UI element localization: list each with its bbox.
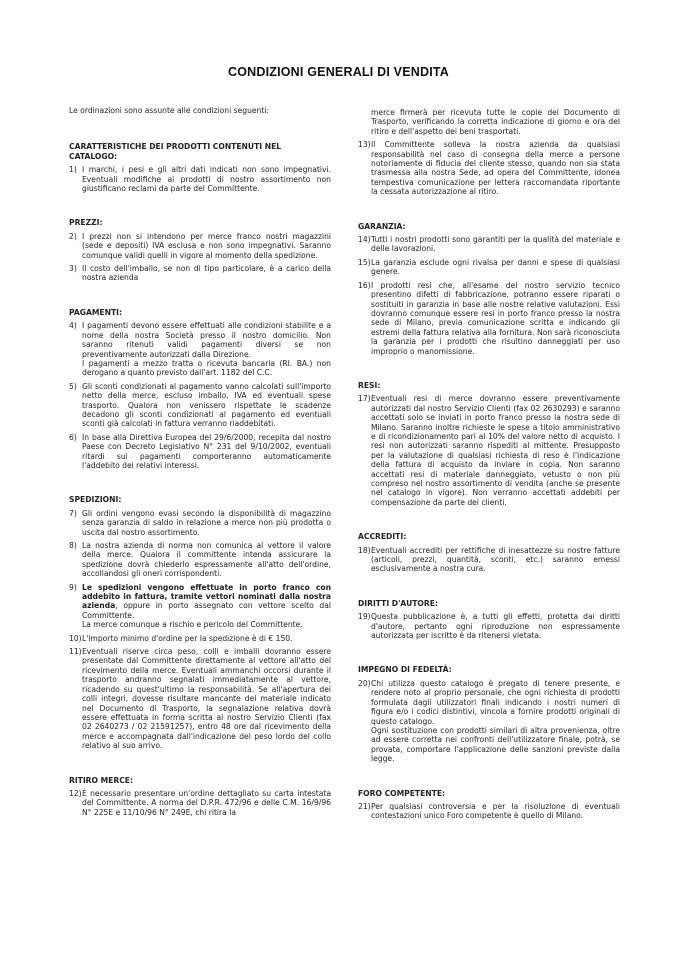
- section-title: RITIRO MERCE:: [69, 775, 134, 785]
- clause-text: Eventuali resi di merce dovranno essere preventivamente autorizzati dal nostro Servizio Clienti (fax 02 2630293) e saranno accettati solo se inviati in porto franco presso la nostra sede di Milano. Saranno inoltre richieste le spese a titolo amministrativo e di ricondizionamento pari al 10% del valore netto di acquisto. I resi non autorizzati saranno rispediti al mittente. Presupposto per la valutazione di qualsiasi richiesta di reso è l'indicazione della fattura di acquisto da inviare in copia. Non saranno accettati resi di materiale danneggiato, vetusto o non più compreso nel nostro assortimento di vendita (anche se presente nel catalogo in vigore). Non verranno accettati addebiti per compensazione da parte dei clienti.: [371, 394, 620, 507]
- section-diritti-autore: [358, 599, 620, 641]
- section-spedizioni: [69, 495, 331, 750]
- clause-text: Eventuali riserve circa peso, colli e imballi dovranno essere presentate dal Committente direttamente al vettore all'atto del ricevimento della merce. Eventuali ammanchi occorsi durante il trasporto andranno segnalati immediatamente al vettore, ricadendo su quest'ultimo la responsabilità. Se all'apertura dei colli integri, dovesse risultare mancante del materiale indicato nel Documento di Trasporto, la segnalazione relativa dovrà essere effettuata in forma scritta al nostro Servizio Clienti (fax 02 2640273 / 02 21591257), entro 48 ore dal ricevimento della merce e accompagnata dall'indicazione del peso lordo del collo relativo al suo arrivo.: [82, 647, 331, 751]
- clause-number: 9): [69, 582, 77, 592]
- section-title: GARANZIA:: [358, 221, 406, 231]
- clause-12: [69, 789, 331, 817]
- clause-5: [69, 382, 331, 429]
- clause-text: La garanzia esclude ogni rivalsa per danni e spese di qualsiasi genere.: [371, 257, 620, 277]
- clause-text: Per qualsiasi controversia e per la risoluzione di eventuali contestazioni unico Foro competente è quello di Milano.: [371, 801, 620, 821]
- clause-11: [69, 647, 331, 750]
- section-foro-competente: [358, 789, 620, 821]
- clause-17: [358, 394, 620, 507]
- clause-16: [358, 281, 620, 356]
- section-title: DIRITTI D'AUTORE:: [358, 598, 438, 608]
- clause-text: Il costo dell'imballo, se non di tipo particolare, è a carico della nostra azienda: [82, 264, 331, 283]
- clause-number: 21): [358, 801, 371, 811]
- section-title: PAGAMENTI:: [69, 307, 122, 317]
- clause-text: Gli ordini vengono evasi secondo la disponibilità di magazzino senza garanzia di saldo in relazione a merce non più prodotta o uscita dal nostro assortimento.: [82, 508, 331, 537]
- clause-14: [358, 235, 620, 254]
- clause-number: 7): [69, 508, 77, 518]
- clause-21: [358, 802, 620, 821]
- clause-number: 1): [69, 165, 77, 175]
- clause-3: [69, 264, 331, 283]
- section-resi: [358, 381, 620, 507]
- clause-18: [358, 546, 620, 574]
- clause-number: 3): [69, 264, 77, 274]
- section-ritiro-merce: [69, 776, 331, 818]
- clause-number: 13): [358, 140, 371, 150]
- clause-text: Questa pubblicazione è, a tutti gli effetti, protetta dai diritti d'autore, pertanto ogni riproduzione non espressamente autorizzata per iscritto è da ritenersi vietata.: [371, 612, 620, 641]
- section-garanzia: [358, 222, 620, 356]
- clause-12-continued: merce firmerà per ricevuta tutte le copie del Documento di Trasporto, verificando la corretta indicazione di giorno e ora del ritiro e dell'aspetto dei beni trasportati.: [371, 108, 620, 136]
- section-accrediti: [358, 532, 620, 574]
- clause-19: [358, 612, 620, 640]
- clause-number: 8): [69, 541, 77, 550]
- section-title: RESI:: [358, 380, 381, 390]
- clause-number: 14): [358, 235, 371, 245]
- clause-text: I prezzi non si intendono per merce franco nostri magazzini (sede e depositi) IVA esclusa e non sono impegnativi. Saranno comunque validi quelli in vigore al momento della spedizione.: [82, 231, 331, 260]
- left-column: [69, 106, 331, 821]
- document-title: CONDIZIONI GENERALI DI VENDITA: [227, 65, 450, 79]
- section-title: FORO COMPETENTE:: [358, 788, 446, 798]
- clause-number: 11): [69, 647, 82, 657]
- clause-number: 6): [69, 432, 77, 442]
- clause-text: La nostra azienda di norma non comunica al vettore il valore della merce. Qualora il committente intenda assicurare la spedizione dovrà chiederlo espressamente all'atto dell'ordine, accollandosi gli oneri corrispondenti.: [82, 541, 331, 579]
- clause-text: Gli sconti condizionati al pagamento vanno calcolati sull'importo netto della merce, escluso imballo, IVA ed eventuali spese trasporto. Qualora non venissero rispettate le scadenze decadono gli sconti condizionati al pagamento ed eventuali sconti già calcolati in fattura verranno riaddebitati.: [82, 381, 331, 429]
- clause-1: [69, 165, 331, 193]
- clause-6: [69, 433, 331, 471]
- clause-4: [69, 321, 331, 377]
- clause-9: [69, 583, 331, 630]
- clause-text: I marchi, i pesi e gli altri dati indicati non sono impegnativi. Eventuali modifiche ai prodotti di nostro assortimento non giustificano reclami da parte del Committente.: [82, 165, 331, 194]
- clause-number: 19): [358, 612, 371, 622]
- clause-13: [358, 140, 620, 196]
- clause-text: Tutti i nostri prodotti sono garantiti per la qualità del materiale e delle lavorazioni.: [371, 235, 620, 254]
- clause-8: [69, 541, 331, 579]
- clause-number: 10): [69, 633, 82, 643]
- intro-text: Le ordinazioni sono assunte alle condizioni seguenti:: [69, 106, 270, 115]
- clause-number: 16): [358, 280, 371, 290]
- section-impegno-fedelta: [358, 665, 620, 763]
- section-title: ACCREDITI:: [358, 532, 407, 542]
- section-title: IMPEGNO DI FEDELTÀ:: [358, 665, 452, 675]
- clause-15: [358, 258, 620, 277]
- clause-number: 18): [358, 545, 371, 555]
- clause-text-continued: I pagamenti a mezzo tratta o ricevuta bancaria (RI. BA.) non derogano a quanto previsto dall'art. 1182 del C.C.: [82, 358, 331, 378]
- clause-text: Chi utilizza questo catalogo è pregato di tenere presente, e rendere noto al proprio personale, che ogni richiesta di prodotti formulata dagli utilizzatori finali indicando i nostri numeri di figura e/o i codici distintivi, vincola a fornire prodotti originali di questo catalogo.: [371, 678, 620, 726]
- section-title: CARATTERISTICHE DEI PRODOTTI CONTENUTI NEL CATALOGO:: [69, 142, 282, 161]
- section-prezzi: [69, 218, 331, 282]
- clause-text: , oppure in porto assegnato con vettore scelto dal Committente.: [82, 601, 331, 620]
- clause-number: 17): [358, 394, 371, 404]
- clause-text: In base alla Direttiva Europea del 29/6/2000, recepita dal nostro Paese con Decreto Legislativo N° 231 del 9/10/2002, eventuali ritardi sui pagamenti comporteranno automaticamente l'addebito dei relativi interessi.: [82, 432, 331, 470]
- clause-text: L'importo minimo d'ordine per la spedizione è di € 150.: [82, 633, 293, 643]
- clause-text-continued: Ogni sostituzione con prodotti similari di altra provenienza, oltre ad essere corretta nei confronti dell'utilizzatore finale, potrà, se provata, comportare l'applicazione delle sanzioni previste dalla legge.: [371, 725, 620, 764]
- clause-text: I pagamenti devono essere effettuati alle condizioni stabilite e a nome della nostra Società presso il nostro domicilio. Non saranno ritenuti validi pagamenti diversi se non preventivamente autorizzati dalla Direzione.: [82, 321, 331, 359]
- section-caratteristiche: [69, 142, 331, 193]
- clause-number: 12): [69, 788, 82, 798]
- section-pagamenti: [69, 308, 331, 471]
- clause-number: 4): [69, 321, 77, 331]
- clause-number: 20): [358, 678, 371, 688]
- clause-text: Il Committente solleva la nostra azienda da qualsiasi responsabilità nel caso di consegna della merce a persone notoriamente di fiducia del cliente stesso, quando non sia stata trasmessa alla nostra Sede, ad opera del Committente, idonea tempestiva comunicazione per lettera raccomandata riportante la cessata autorizzazione al ritiro.: [371, 140, 620, 197]
- clause-number: 15): [358, 257, 371, 267]
- section-title: SPEDIZIONI:: [69, 495, 122, 505]
- clause-text-continued: La merce comunque a rischio e pericolo del Committente.: [82, 620, 303, 630]
- clause-10: [69, 634, 331, 643]
- section-title: PREZZI:: [69, 218, 103, 228]
- clause-2: [69, 232, 331, 260]
- clause-7: [69, 509, 331, 537]
- clause-number: 2): [69, 231, 77, 241]
- clause-text: Eventuali accrediti per rettifiche di inesattezze su nostre fatture (articoli, prezzi, quantità, sconti, etc.) saranno emessi esclusivamente a nostra cura.: [371, 545, 620, 574]
- clause-text: I prodotti resi che, all'esame del nostro servizio tecnico presentino difetti di fabbricazione, potranno essere riparati o sostituiti in garanzia in base alle nostre relative valutazioni. Essi dovranno comunque essere resi in porto franco presso la nostra sede di Milano, previa comunicazione scritta e indicando gli estremi della fattura relativa alla fornitura. Non sarà riconosciuta la garanzia per i prodotti che risultino danneggiati per uso improprio o manomissione.: [371, 280, 620, 356]
- clause-number: 5): [69, 381, 77, 391]
- clause-bold-text: Le spedizioni vengono effettuate in porto franco con addebito in fattura, tramite vettori nominati dalla nostra azienda: [82, 582, 331, 611]
- clause-20: [358, 679, 620, 764]
- clause-text: È necessario presentare un'ordine dettagliato su carta intestata del Committente. A norma del D.P.R. 472/96 e delle C.M. 16/9/96 N° 225E e 11/10/96 N° 249E, chi ritira la: [82, 788, 331, 817]
- right-column: [358, 108, 620, 825]
